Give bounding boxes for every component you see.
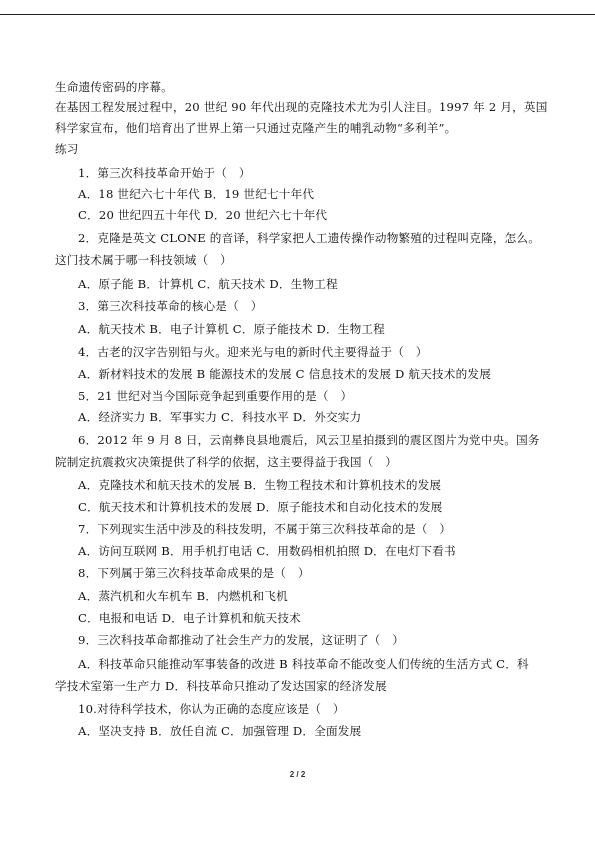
question-10: 10.对待科学技术，你认为正确的态度应该是（ ）	[78, 702, 345, 716]
text-line: 在基因工程发展过程中，20 世纪 90 年代出现的克隆技术尤为引人注目。1997 年 2 月，英国	[55, 100, 548, 114]
question-4: 4．古老的汉字告别铅与火。迎来光与电的新时代主要得益于（ ）	[78, 345, 428, 359]
question-1-options-ab: A．18 世纪六七十年代 B．19 世纪七十年代	[78, 187, 315, 201]
page-number: 2 / 2	[289, 770, 306, 779]
question-4-options: A．新材料技术的发展 B 能源技术的发展 C 信息技术的发展 D 航天技术的发展	[78, 367, 491, 381]
text-line: 生命遗传密码的序幕。	[55, 80, 173, 94]
question-2-options: A．原子能 B．计算机 C．航天技术 D．生物工程	[78, 277, 338, 291]
question-9: 9．三次科技革命都推动了社会生产力的发展，这证明了（ ）	[78, 633, 405, 647]
question-6: 6．2012 年 9 月 8 日，云南彝良县地震后，风云卫星拍摄到的震区图片为党中央。国务	[78, 433, 540, 447]
header-rule	[0, 14, 595, 15]
question-9-options-continued: 学技术室第一生产力 D．科技革命只推动了发达国家的经济发展	[55, 679, 387, 693]
question-8-options-cd: C．电报和电话 D．电子计算机和航天技术	[78, 611, 301, 625]
question-7: 7．下列现实生活中涉及的科技发明，不属于第三次科技革命的是（ ）	[78, 522, 452, 536]
question-8-options-ab: A．蒸汽机和火车机车 B．内燃机和飞机	[78, 589, 288, 603]
question-6-options-cd: C．航天技术和计算机技术的发展 D．原子能技术和自动化技术的发展	[78, 500, 443, 514]
question-7-options: A．访问互联网 B．用手机打电话 C．用数码相机拍照 D．在电灯下看书	[78, 544, 456, 558]
question-2-continued: 这门技术属于哪一科技领域（ ）	[55, 253, 232, 267]
question-6-continued: 院制定抗震救灾决策提供了科学的依据，这主要得益于我国（ ）	[55, 455, 398, 469]
question-1-options-cd: C．20 世纪四五十年代 D．20 世纪六七十年代	[78, 208, 328, 222]
question-8: 8．下列属于第三次科技革命成果的是（ ）	[78, 566, 310, 580]
question-3-options: A．航天技术 B．电子计算机 C．原子能技术 D．生物工程	[78, 322, 385, 336]
section-heading: 练习	[55, 142, 79, 156]
question-6-options-ab: A．克隆技术和航天技术的发展 B．生物工程技术和计算机技术的发展	[78, 478, 442, 492]
question-5-options: A．经济实力 B．军事实力 C．科技水平 D．外交实力	[78, 410, 362, 424]
question-10-options: A．坚决支持 B．放任自流 C．加强管理 D．全面发展	[78, 724, 362, 738]
question-9-options: A．科技革命只能推动军事装备的改进 B 科技革命不能改变人们传统的生活方式 C．科	[78, 657, 529, 671]
question-2: 2．克隆是英文 CLONE 的音译，科学家把人工遗传操作动物繁殖的过程叫克隆，怎么。	[78, 231, 541, 245]
text-line: 科学家宣布，他们培育出了世界上第一只通过克隆产生的哺乳动物“多利羊”。	[55, 121, 457, 135]
question-3: 3．第三次科技革命的核心是（ ）	[78, 299, 263, 313]
question-1: 1．第三次科技革命开始于（ ）	[78, 166, 251, 180]
question-5: 5．21 世纪对当今国际竞争起到重要作用的是（ ）	[78, 389, 353, 403]
